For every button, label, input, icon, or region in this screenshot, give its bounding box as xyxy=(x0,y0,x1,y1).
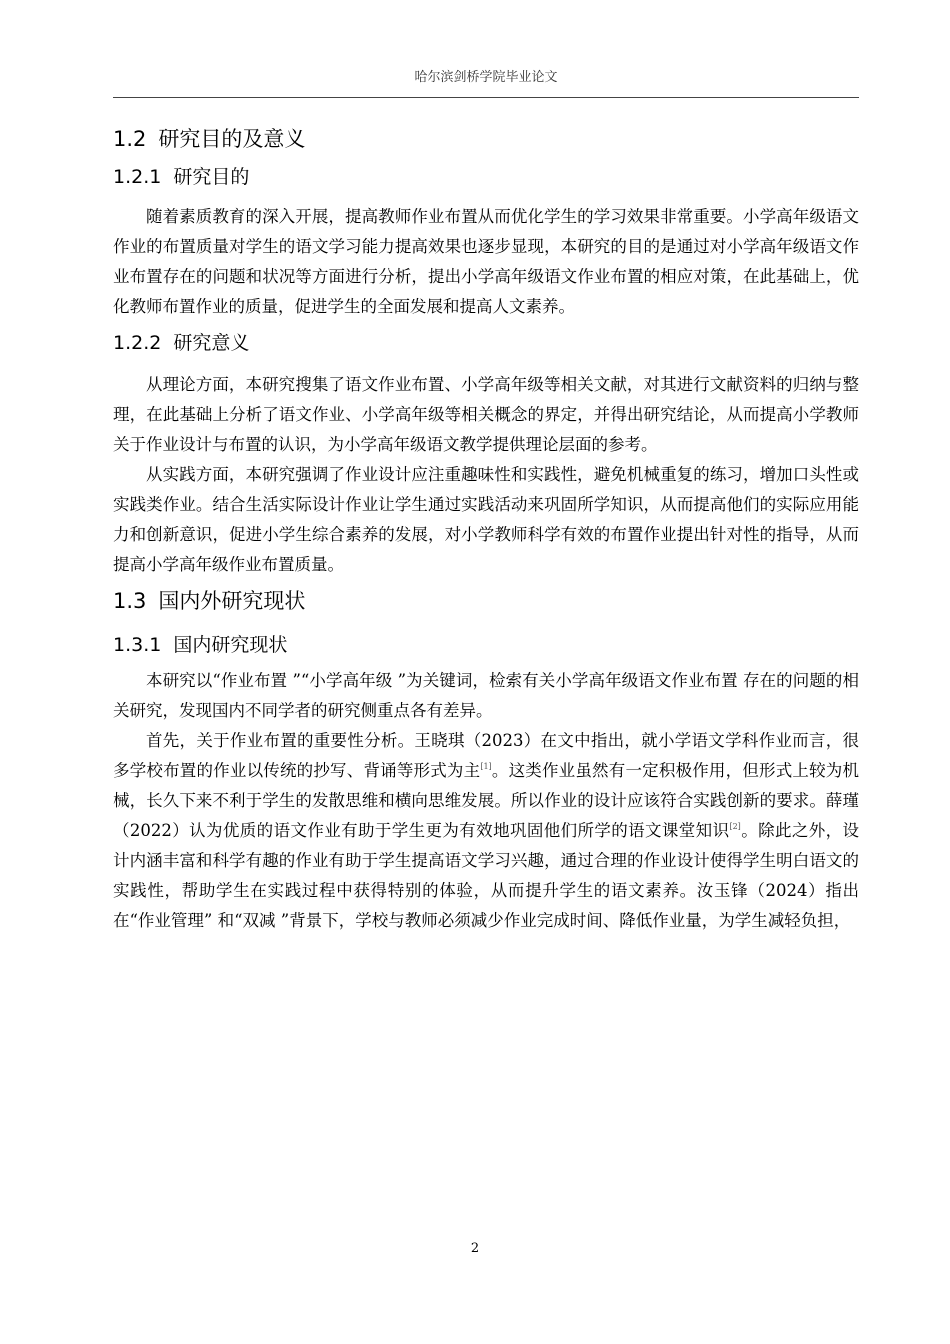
header-divider xyxy=(113,97,859,98)
section-title: 国内外研究现状 xyxy=(158,589,306,613)
subsection-heading-1-2-1 xyxy=(113,160,859,194)
subsection-title: 研究意义 xyxy=(173,332,250,354)
running-header: 哈尔滨剑桥学院毕业论文 xyxy=(414,70,558,85)
section-title: 研究目的及意义 xyxy=(158,127,306,151)
paragraph-keyword-search: 本研究以“作业布置 ”“小学高年级 ”为关键词，检索有关小学高年级语文作业布置 存在的问题的相关研究，发现国内不同学者的研究侧重点各有差异。 xyxy=(113,671,859,720)
paragraph-text-part: 。除此之外，设计内涵丰富和科学有趣的作业有助于学生提高语文学习兴趣，通过合理的作业设计使得学生明白语文的实践性，帮助学生在实践过程中获得特别的体验，从而提升学生的语文素养。汝玉锋（2024）指出在“作业管理” 和“双减 ”背景下，学校与教师必须减少作业完成时间、降低作业量，为学生减轻负担， xyxy=(113,821,860,930)
paragraph-text-part: 。这类作业虽然有一定积极作用，但形式上较为机械，长久下来不利于学生的发散思维和横向思维发展。所以作业的设计应该符合实践创新的要求。薛瑾（2022）认为优质的语文作业有助于学生更为有效地巩固他们所学的语文课堂知识 xyxy=(113,761,860,840)
section-number: 1.3 xyxy=(113,589,147,613)
paragraph-theoretical-significance: 从理论方面，本研究搜集了语文作业布置、小学高年级等相关文献，对其进行文献资料的归纳与整理，在此基础上分析了语文作业、小学高年级等相关概念的界定，并得出研究结论，从而提高小学教师关于作业设计与布置的认识，为小学高年级语文教学提供理论层面的参考。 xyxy=(113,375,859,454)
subsection-number: 1.2.2 xyxy=(113,332,162,354)
paragraph-homework-importance xyxy=(113,726,859,936)
page-number: 2 xyxy=(470,1241,480,1256)
citation-ref-1[interactable]: [1] xyxy=(480,762,492,771)
subsection-heading-1-3-1 xyxy=(113,628,859,662)
subsection-heading-1-2-2 xyxy=(113,326,859,360)
paragraph-practical-significance: 从实践方面，本研究强调了作业设计应注重趣味性和实践性，避免机械重复的练习，增加口头性或实践类作业。结合生活实际设计作业让学生通过实践活动来巩固所学知识，从而提高他们的实际应用能力和创新意识，促进小学生综合素养的发展，对小学教师科学有效的布置作业提出针对性的指导，从而提高小学高年级作业布置质量。 xyxy=(113,465,859,574)
subsection-title: 研究目的 xyxy=(173,166,250,188)
section-heading-1-3 xyxy=(113,584,859,618)
section-heading-1-2 xyxy=(113,122,859,156)
subsection-title: 国内研究现状 xyxy=(173,634,288,656)
citation-ref-2[interactable]: [2] xyxy=(729,822,741,831)
page-body xyxy=(113,122,859,936)
subsection-number: 1.3.1 xyxy=(113,634,162,656)
paragraph-text-part: 首先，关于作业布置的重要性分析。王晓琪（2023）在文中指出，就小学语文学科作业而言，很多学校布置的作业以传统的抄写、背诵等形式为主 xyxy=(113,731,859,780)
section-number: 1.2 xyxy=(113,127,147,151)
paragraph-research-purpose: 随着素质教育的深入开展，提高教师作业布置从而优化学生的学习效果非常重要。小学高年级语文作业的布置质量对学生的语文学习能力提高效果也逐步显现，本研究的目的是通过对小学高年级语文作业布置存在的问题和状况等方面进行分析，提出小学高年级语文作业布置的相应对策，在此基础上，优化教师布置作业的质量，促进学生的全面发展和提高人文素养。 xyxy=(113,207,859,316)
subsection-number: 1.2.1 xyxy=(113,166,162,188)
